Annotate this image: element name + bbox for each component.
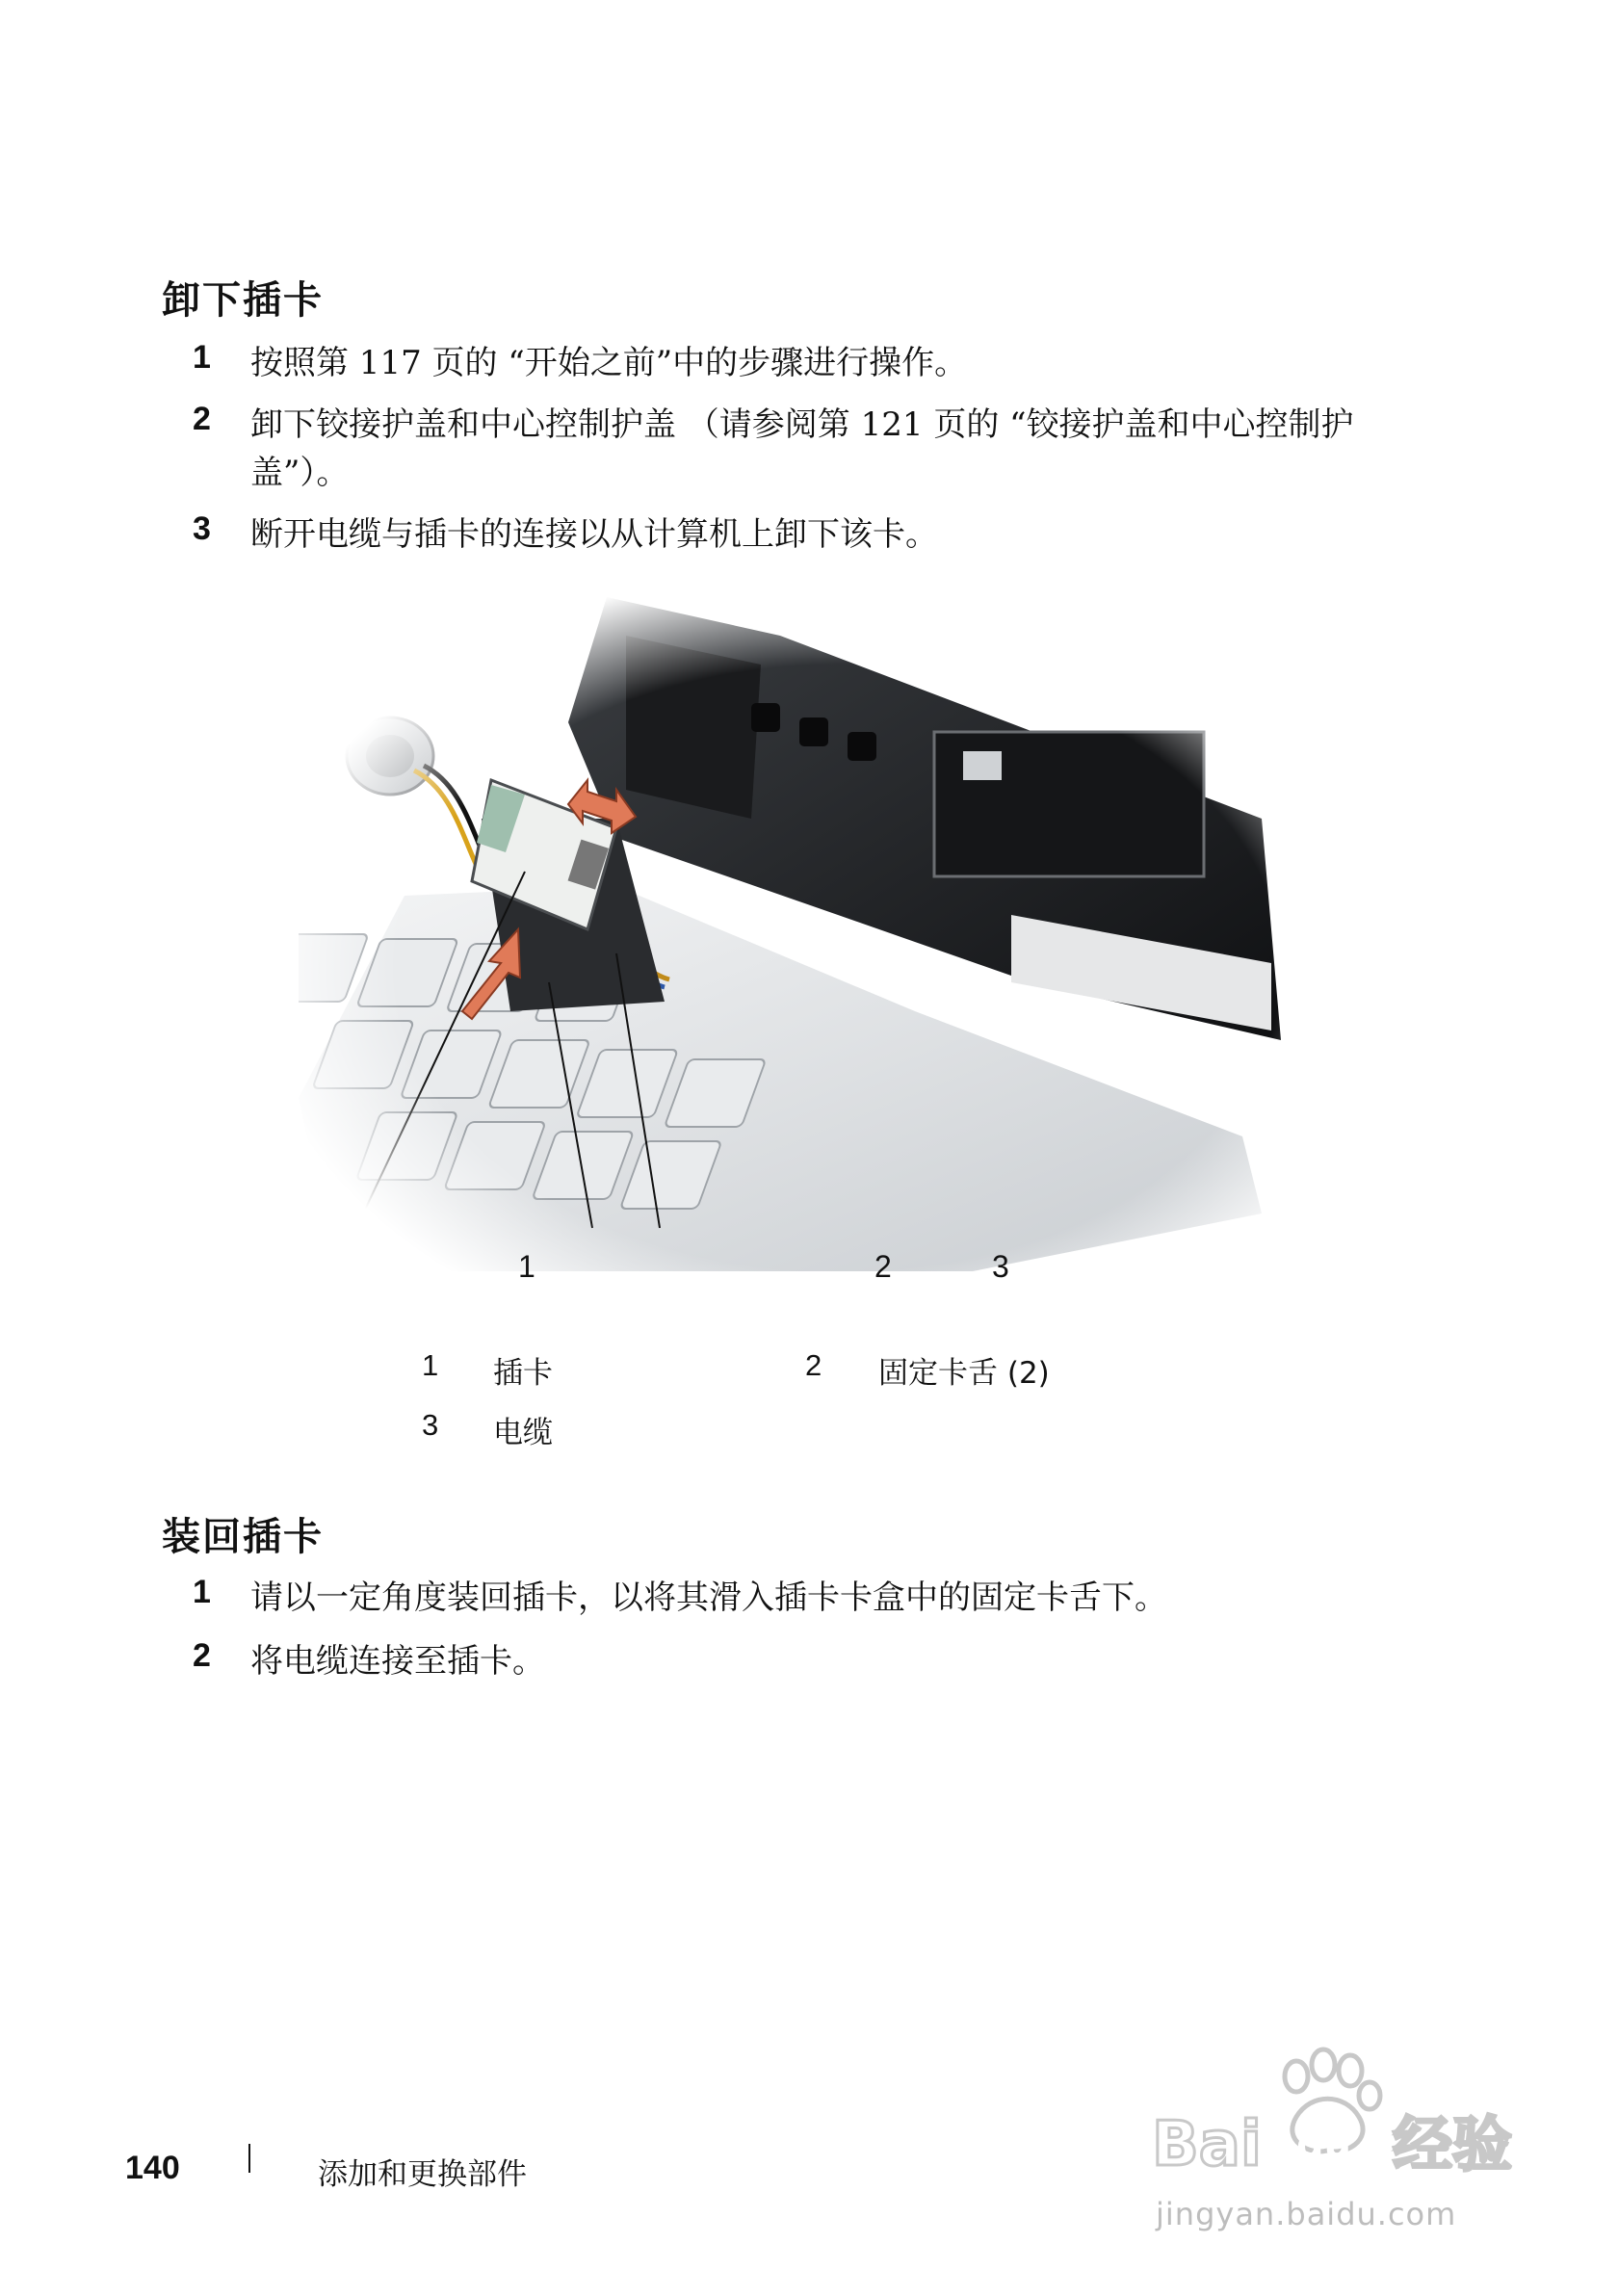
step-text: 断开电缆与插卡的连接以从计算机上卸下该卡。 <box>250 515 938 554</box>
step-number: 2 <box>193 401 211 437</box>
legend-item-3 <box>422 1408 438 1443</box>
heading-remove-card: 卸下插卡 <box>162 278 324 323</box>
svg-text:经验: 经验 <box>1393 2109 1513 2179</box>
step-text: 将电缆连接至插卡。 <box>250 1642 545 1681</box>
legend-number: 2 <box>805 1348 822 1382</box>
watermark-url: jingyan.baidu.com <box>1156 2196 1457 2232</box>
legend-number: 3 <box>422 1408 439 1442</box>
step-text: 按照第 117 页的 “开始之前”中的步骤进行操作。 <box>250 344 968 382</box>
footer-divider <box>248 2144 250 2173</box>
callout-2: 2 <box>874 1249 892 1284</box>
legend-item-2 <box>805 1348 822 1383</box>
chapter-title: 添加和更换部件 <box>318 2157 527 2192</box>
step-number: 2 <box>193 1637 211 1674</box>
legend-number: 1 <box>422 1348 439 1382</box>
callout-3: 3 <box>992 1249 1009 1284</box>
legend-label-1: 插卡 <box>493 1356 553 1391</box>
callout-1: 1 <box>518 1249 535 1284</box>
svg-text:Bai: Bai <box>1152 2109 1262 2180</box>
legend-label-2: 固定卡舌 (2) <box>878 1356 1050 1391</box>
page-number: 140 <box>125 2150 180 2186</box>
step-number: 1 <box>193 339 211 376</box>
step-number: 3 <box>193 510 211 547</box>
svg-text:du: du <box>1296 2123 1352 2167</box>
step-number: 1 <box>193 1574 211 1610</box>
baidu-jingyan-watermark <box>1152 2040 1537 2184</box>
step-text: 卸下铰接护盖和中心控制护盖 （请参阅第 121 页的 “铰接护盖和中心控制护盖”）。 <box>250 405 1354 492</box>
card-removal-illustration <box>299 597 1281 1271</box>
heading-replace-card: 装回插卡 <box>162 1515 324 1559</box>
legend-item-1 <box>422 1348 438 1383</box>
legend-label-3: 电缆 <box>493 1416 553 1450</box>
step-text: 请以一定角度装回插卡，以将其滑入插卡卡盒中的固定卡舌下。 <box>250 1578 1167 1617</box>
